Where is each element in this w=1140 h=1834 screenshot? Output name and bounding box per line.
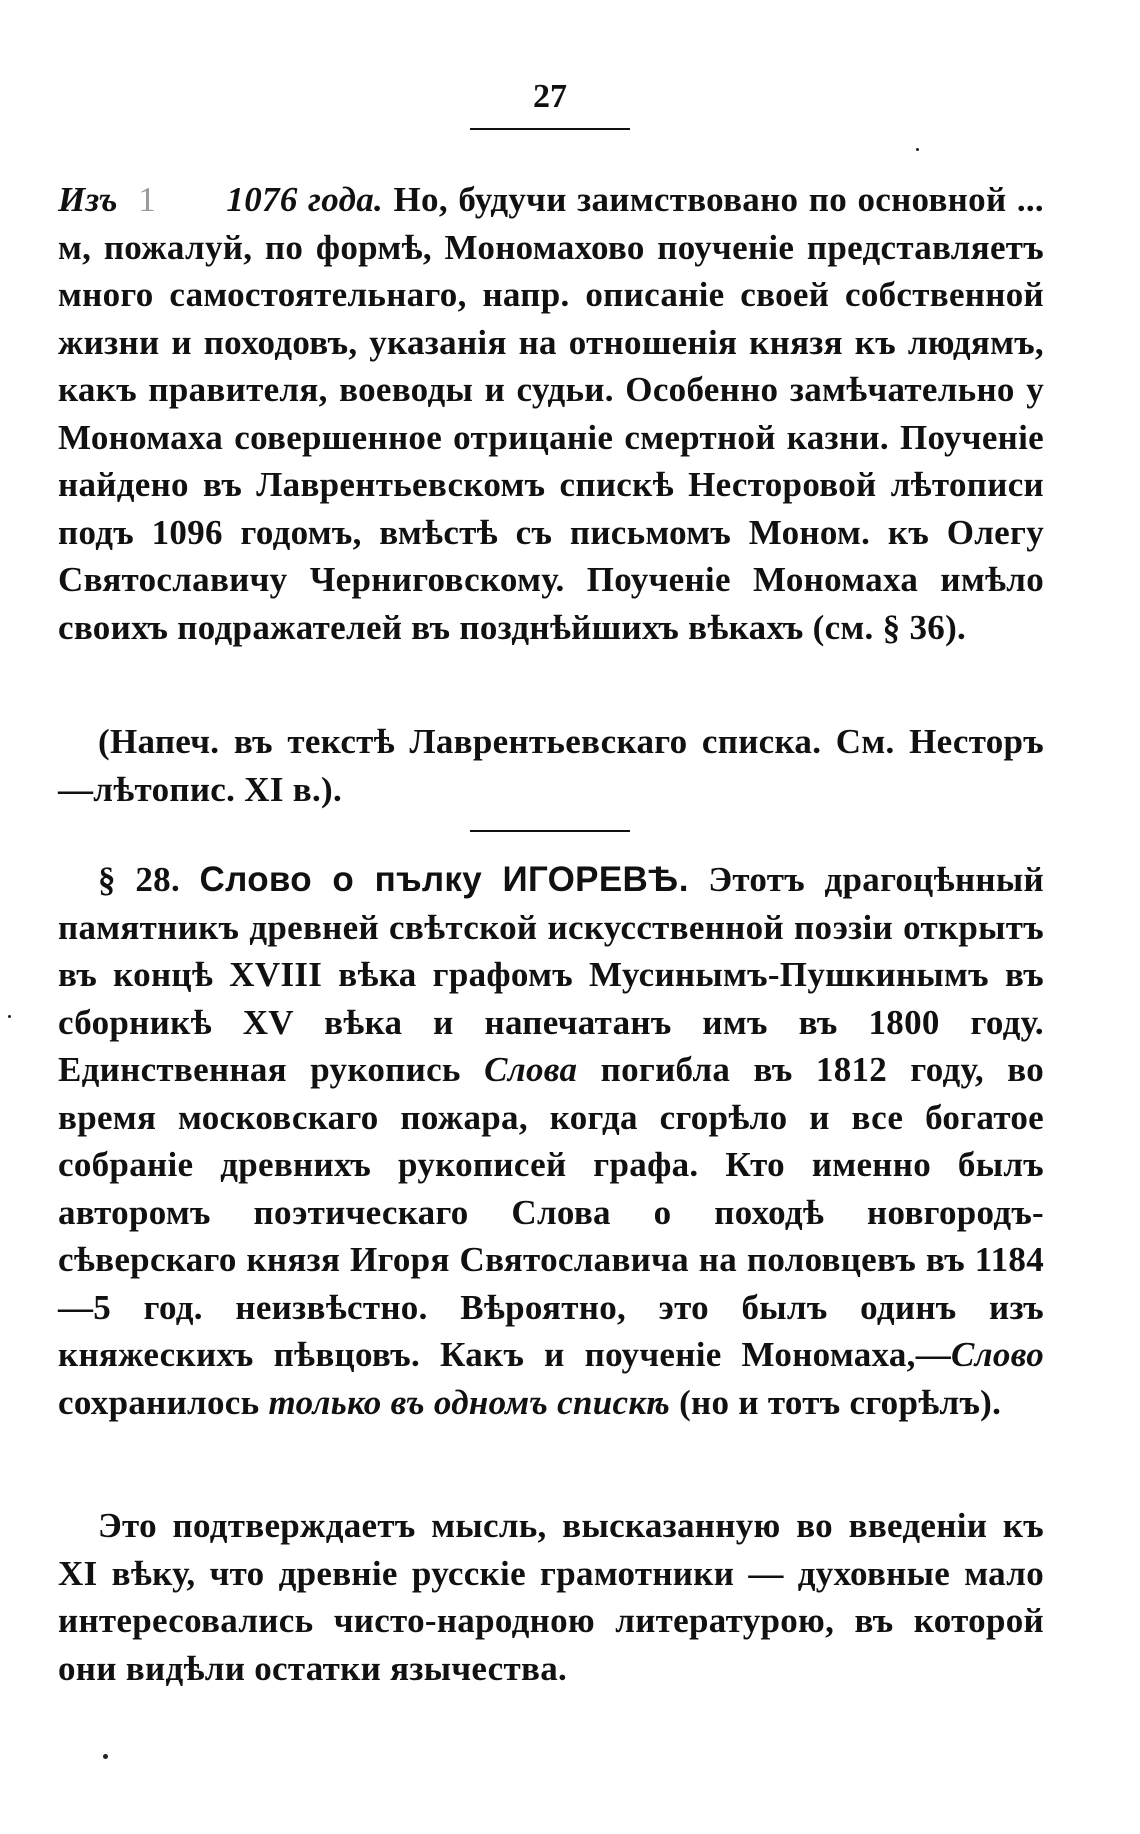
paragraph-body: Но, будучи заимствовано по основной ... м, пожалуй, по формѣ, Мономахово поученіе представляетъ много самостоятельнаго, напр. описаніе своей собственной жизни и походовъ, указанія на отношенія князя къ людямъ, какъ правителя, воеводы и судьи. Особенно замѣчательно у Мономаха совершенное отрицаніе смертной казни. Поученіе найдено въ Лаврентьевскомъ спискѣ Несторовой лѣтописи подъ 1096 годомъ, вмѣстѣ съ письмомъ Моном. къ Олегу Святославичу Черниговскому. Поученіе Мономаха имѣло своихъ подражателей въ позднѣйшихъ вѣкахъ (см. § 36).: [58, 180, 1044, 647]
print-speck: [103, 1754, 108, 1759]
section-text-d: (но и тотъ сгорѣлъ).: [670, 1382, 1002, 1422]
section-text-c: сохранилось: [58, 1382, 269, 1422]
italic-slovo: Слово: [951, 1335, 1044, 1374]
section-number: § 28.: [98, 860, 180, 899]
header-rule: [470, 128, 630, 130]
section-heading: Слово о пълку ИГОРЕВѢ.: [199, 860, 689, 899]
section-text-b: погибла въ 1812 году, во время московскаго пожара, когда сгорѣло и все богатое собраніе древнихъ рукописей графа. Кто именно былъ авторомъ поэтическаго Слова о походѣ новгородъ-сѣверскаго князя Игоря Святославича на половцевъ въ 1184—5 год. неизвѣстно. Вѣроятно, это былъ одинъ изъ княжескихъ пѣвцовъ. Какъ и поученіе Мономаха,—: [58, 1050, 1044, 1374]
paragraph-conclusion: [58, 1502, 1044, 1692]
section-divider: [470, 830, 630, 832]
paragraph-monomakh-teaching: [58, 176, 1044, 651]
italic-slova: Слова: [484, 1050, 578, 1089]
lead-date: 1076 года.: [226, 180, 384, 219]
print-speck: [8, 1015, 11, 1018]
paragraph-print-note: [58, 718, 1044, 813]
conclusion-text: Это подтверждаетъ мысль, высказанную во введеніи къ XI вѣку, что древніе русскіе грамотники — духовные мало интересовались чисто-народною литературою, въ которой они видѣли остатки язычества.: [58, 1506, 1044, 1688]
lead-gap: 1: [138, 180, 156, 219]
paragraph-igor-tale: [58, 856, 1044, 1426]
lead-word: Изъ: [58, 180, 118, 219]
print-speck: [916, 148, 919, 151]
section-text-a: Этотъ драгоцѣнный памятникъ древней свѣтской искусственной поэзіи открытъ въ концѣ XVIII вѣка графомъ Мусинымъ-Пушкинымъ въ сборникѣ XV вѣка и напечатанъ имъ въ 1800 году. Единственная рукопись: [58, 860, 1044, 1089]
italic-single-copy: только въ одномъ спискѣ: [268, 1382, 671, 1422]
page-number: 27: [533, 78, 567, 115]
print-note-text: (Напеч. въ текстѣ Лаврентьевскаго списка. См. Несторъ—лѣтопис. XI в.).: [58, 722, 1044, 809]
